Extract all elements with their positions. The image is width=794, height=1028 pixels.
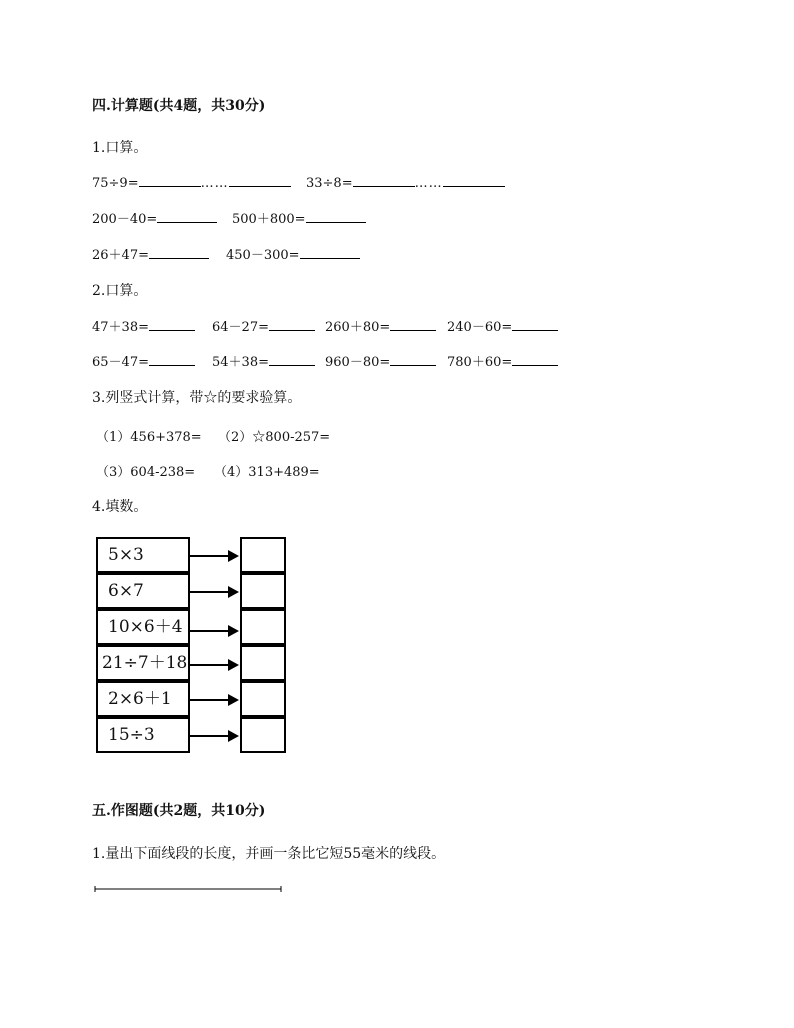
answer-blank[interactable] [149,353,195,366]
q2-expr: 47＋38= [92,320,149,335]
answer-blank[interactable] [390,353,436,366]
answer-box[interactable] [240,717,286,753]
q2-expr: 54＋38= [212,355,269,370]
q1-row-3b [226,244,360,263]
q2-expr: 260＋80= [325,320,391,335]
answer-blank[interactable] [269,353,315,366]
answer-box[interactable] [240,537,286,573]
expression-box: 10×6＋4 [96,609,190,645]
section-4-title: 四.计算题(共4题，共30分) [92,98,266,114]
q2-item [92,351,195,370]
q2-expr: 65－47= [92,355,149,370]
right-arrow-icon [190,729,240,743]
q1-expr: 200－40= [92,212,158,227]
q1-expr: 500＋800= [232,212,306,227]
answer-blank[interactable] [512,353,558,366]
q3-item: （2）☆800-257= [218,430,331,445]
expression-box: 6×7 [96,573,190,609]
answer-blank[interactable] [353,174,415,187]
q2-expr: 240－60= [447,320,513,335]
question-3-label: 3.列竖式计算，带☆的要求验算。 [92,390,302,406]
answer-blank[interactable] [306,210,366,223]
answer-box[interactable] [240,681,286,717]
answer-blank[interactable] [149,318,195,331]
expression-box: 2×6＋1 [96,681,190,717]
line-segment [94,886,282,892]
q3-item: （1）456+378= [96,430,202,445]
remainder-blank[interactable] [443,174,505,187]
right-arrow-icon [190,549,240,563]
section-5-title: 五.作图题(共2题，共10分) [92,803,266,819]
answer-blank[interactable] [157,210,217,223]
q2-expr: 64－27= [212,320,269,335]
expression-box: 5×3 [96,537,190,573]
answer-box[interactable] [240,573,286,609]
q1-row-2b [232,208,366,227]
q2-item [447,316,558,335]
right-arrow-icon [190,693,240,707]
answer-blank[interactable] [149,246,209,259]
q3-item: （4）313+489= [214,465,320,480]
right-arrow-icon [190,624,240,638]
q2-item [325,316,436,335]
q3-item: （3）604-238= [96,465,196,480]
q2-item [92,316,195,335]
answer-blank[interactable] [300,246,360,259]
q1-expr: 26＋47= [92,248,149,263]
answer-blank[interactable] [512,318,558,331]
right-arrow-icon [190,585,240,599]
q2-item [447,351,558,370]
q1-row-1b [306,174,505,191]
answer-blank[interactable] [390,318,436,331]
answer-box[interactable] [240,645,286,681]
right-arrow-icon [190,658,240,672]
remainder-blank[interactable] [229,174,291,187]
remainder-dots: …… [200,176,229,191]
q1-expr: 450－300= [226,248,300,263]
answer-blank[interactable] [269,318,315,331]
question-4-label: 4.填数。 [92,499,148,515]
q2-expr: 780＋60= [447,355,513,370]
q1-expr: 33÷8= [306,176,353,191]
question-2-label: 2.口算。 [92,283,148,299]
q2-expr: 960－80= [325,355,391,370]
q1-row-1 [92,174,291,191]
answer-blank[interactable] [139,174,201,187]
q2-item [212,316,315,335]
q1-row-3 [92,244,209,263]
q2-item [212,351,315,370]
remainder-dots: …… [414,176,443,191]
answer-box[interactable] [240,609,286,645]
expression-box: 21÷7＋18 [96,645,190,681]
q1-expr: 75÷9= [92,176,139,191]
expression-box: 15÷3 [96,717,190,753]
question-1-label: 1.口算。 [92,140,148,156]
q2-item [325,351,436,370]
q1-row-2 [92,208,217,227]
drawing-question-1-label: 1.量出下面线段的长度，并画一条比它短55毫米的线段。 [92,846,446,862]
